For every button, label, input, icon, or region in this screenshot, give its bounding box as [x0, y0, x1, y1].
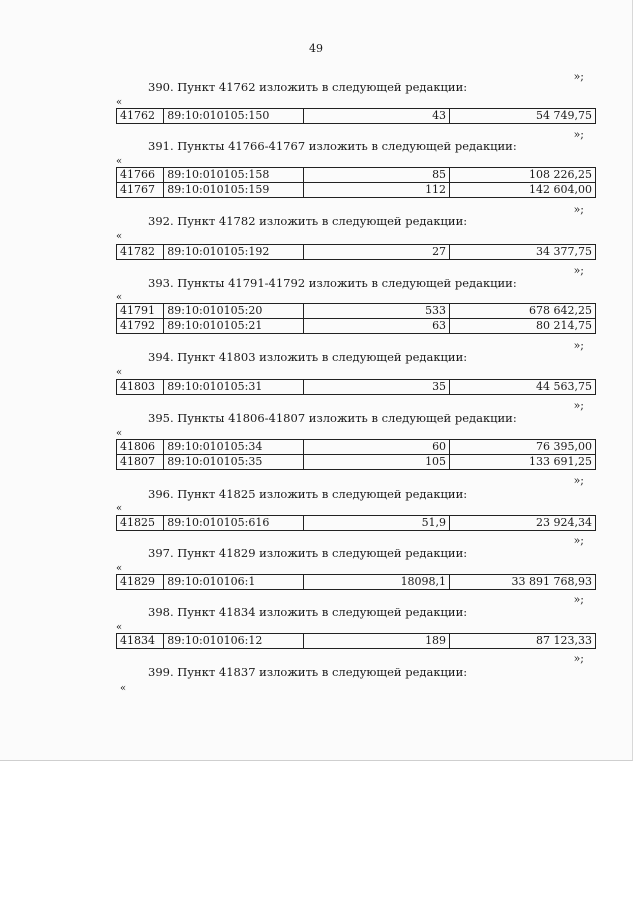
table-row — [117, 109, 596, 124]
sum-value: 76 395,00 — [450, 440, 596, 455]
row-id: 41807 — [117, 455, 164, 470]
section-table — [116, 303, 596, 334]
area-value: 43 — [304, 109, 450, 124]
open-quote: « — [116, 367, 123, 378]
sum-value: 133 691,25 — [450, 455, 596, 470]
section-table — [116, 574, 596, 590]
section-heading: 399. Пункт 41837 изложить в следующей редакции: — [148, 665, 468, 679]
close-quote: »; — [573, 474, 584, 487]
close-quote: »; — [573, 399, 584, 412]
cadastral-number: 89:10:010105:34 — [164, 440, 304, 455]
close-quote: »; — [573, 652, 584, 665]
section-table — [116, 108, 596, 124]
open-quote: « — [116, 428, 123, 439]
area-value: 85 — [304, 168, 450, 183]
close-quote: »; — [573, 203, 584, 216]
row-id: 41767 — [117, 183, 164, 198]
area-value: 63 — [304, 319, 450, 334]
table-row — [117, 440, 596, 455]
sum-value: 108 226,25 — [450, 168, 596, 183]
area-value: 35 — [304, 380, 450, 395]
table-row — [117, 380, 596, 395]
section-heading: 391. Пункты 41766-41767 изложить в следующей редакции: — [148, 139, 517, 153]
sum-value: 54 749,75 — [450, 109, 596, 124]
table-row — [117, 575, 596, 590]
sum-value: 678 642,25 — [450, 304, 596, 319]
row-id: 41762 — [117, 109, 164, 124]
section-table — [116, 515, 596, 531]
row-id: 41792 — [117, 319, 164, 334]
section-table — [116, 379, 596, 395]
section-heading: 393. Пункты 41791-41792 изложить в следующей редакции: — [148, 276, 517, 290]
area-value: 18098,1 — [304, 575, 450, 590]
table-row — [117, 455, 596, 470]
section-heading: 395. Пункты 41806-41807 изложить в следующей редакции: — [148, 411, 517, 425]
area-value: 27 — [304, 245, 450, 260]
cadastral-number: 89:10:010105:150 — [164, 109, 304, 124]
cadastral-number: 89:10:010106:12 — [164, 634, 304, 649]
open-quote: « — [116, 563, 123, 574]
sum-value: 33 891 768,93 — [450, 575, 596, 590]
row-id: 41782 — [117, 245, 164, 260]
section-table — [116, 439, 596, 470]
sum-value: 44 563,75 — [450, 380, 596, 395]
cadastral-number: 89:10:010105:31 — [164, 380, 304, 395]
close-quote: »; — [573, 593, 584, 606]
sum-value: 23 924,34 — [450, 516, 596, 531]
area-value: 112 — [304, 183, 450, 198]
row-id: 41825 — [117, 516, 164, 531]
area-value: 51,9 — [304, 516, 450, 531]
row-id: 41829 — [117, 575, 164, 590]
open-quote: « — [116, 292, 123, 303]
row-id: 41791 — [117, 304, 164, 319]
area-value: 105 — [304, 455, 450, 470]
cadastral-number: 89:10:010105:159 — [164, 183, 304, 198]
open-quote: « — [116, 231, 123, 242]
section-table — [116, 633, 596, 649]
row-id: 41806 — [117, 440, 164, 455]
table-row — [117, 245, 596, 260]
sum-value: 34 377,75 — [450, 245, 596, 260]
table-row — [117, 516, 596, 531]
cadastral-number: 89:10:010105:20 — [164, 304, 304, 319]
close-quote: »; — [573, 70, 584, 83]
area-value: 533 — [304, 304, 450, 319]
section-heading: 390. Пункт 41762 изложить в следующей редакции: — [148, 80, 468, 94]
area-value: 189 — [304, 634, 450, 649]
page-background — [0, 761, 640, 905]
close-quote: »; — [573, 339, 584, 352]
open-quote: « — [116, 156, 123, 167]
sum-value: 142 604,00 — [450, 183, 596, 198]
open-quote: « — [116, 622, 123, 633]
cadastral-number: 89:10:010106:1 — [164, 575, 304, 590]
section-table — [116, 167, 596, 198]
section-table — [116, 244, 596, 260]
cadastral-number: 89:10:010105:192 — [164, 245, 304, 260]
sum-value: 80 214,75 — [450, 319, 596, 334]
section-heading: 392. Пункт 41782 изложить в следующей редакции: — [148, 214, 468, 228]
cadastral-number: 89:10:010105:158 — [164, 168, 304, 183]
section-heading: 398. Пункт 41834 изложить в следующей редакции: — [148, 605, 468, 619]
open-quote: « — [116, 97, 123, 108]
table-row — [117, 304, 596, 319]
row-id: 41766 — [117, 168, 164, 183]
open-quote: « — [116, 503, 123, 514]
open-quote: « — [120, 683, 127, 694]
cadastral-number: 89:10:010105:21 — [164, 319, 304, 334]
cadastral-number: 89:10:010105:616 — [164, 516, 304, 531]
table-row — [117, 634, 596, 649]
cadastral-number: 89:10:010105:35 — [164, 455, 304, 470]
close-quote: »; — [573, 264, 584, 277]
close-quote: »; — [573, 534, 584, 547]
table-row — [117, 183, 596, 198]
section-heading: 394. Пункт 41803 изложить в следующей редакции: — [148, 350, 468, 364]
area-value: 60 — [304, 440, 450, 455]
close-quote: »; — [573, 128, 584, 141]
section-heading: 397. Пункт 41829 изложить в следующей редакции: — [148, 546, 468, 560]
sum-value: 87 123,33 — [450, 634, 596, 649]
table-row — [117, 168, 596, 183]
row-id: 41803 — [117, 380, 164, 395]
section-heading: 396. Пункт 41825 изложить в следующей редакции: — [148, 487, 468, 501]
row-id: 41834 — [117, 634, 164, 649]
table-row — [117, 319, 596, 334]
page-number: 49 — [309, 42, 323, 55]
